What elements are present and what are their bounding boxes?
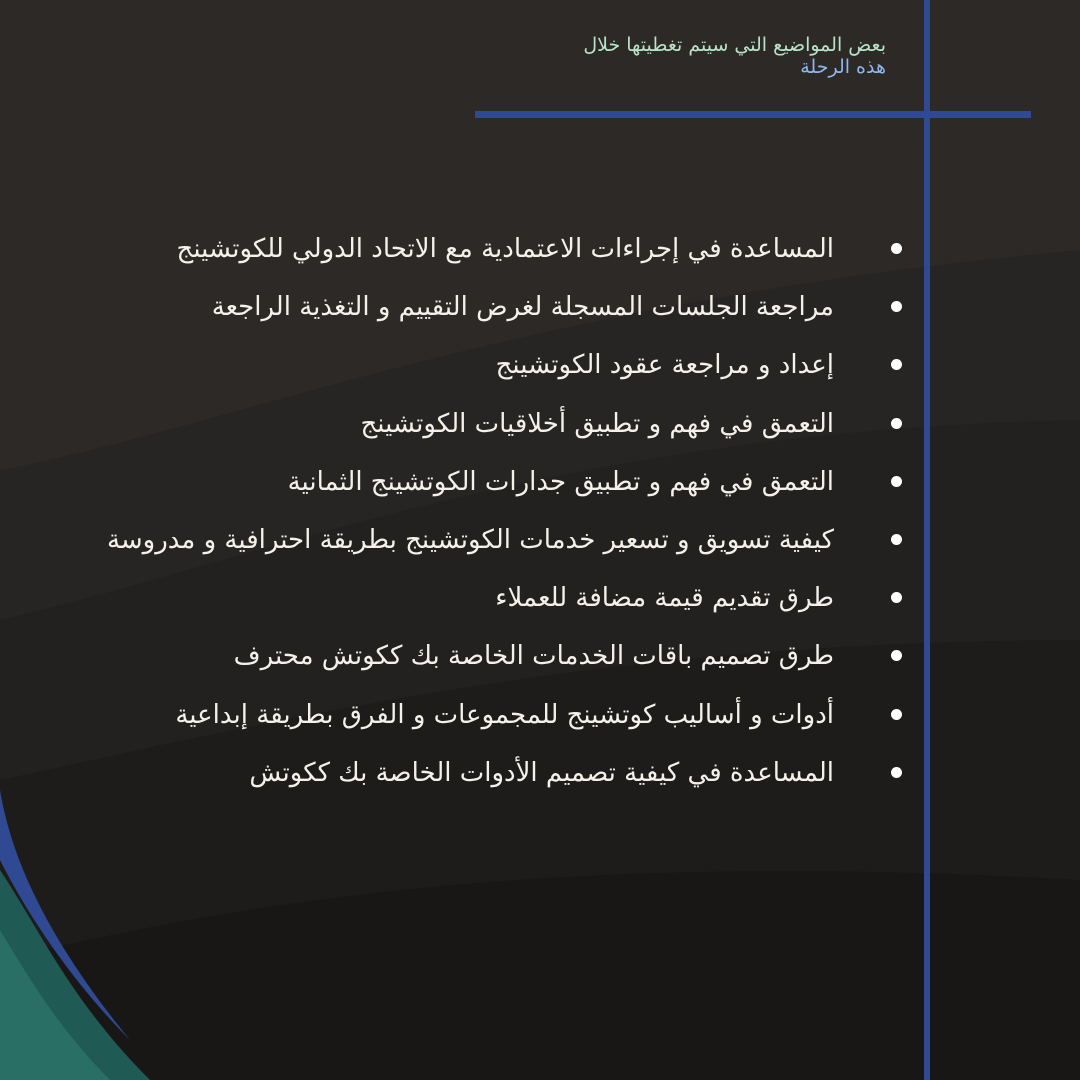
horizontal-accent-line xyxy=(475,111,1031,118)
topic-item xyxy=(48,453,868,511)
topic-item xyxy=(48,278,868,336)
topic-item xyxy=(48,686,868,744)
bullet-icon xyxy=(891,767,902,778)
bullet-icon xyxy=(891,476,902,487)
heading-line-1: بعض المواضيع التي سيتم تغطيتها خلال xyxy=(583,34,886,56)
topic-text: أدوات و أساليب كوتشينج للمجموعات و الفرق بطريقة إبداعية xyxy=(175,699,834,730)
topic-text: طرق تقديم قيمة مضافة للعملاء xyxy=(495,583,834,614)
bullet-icon xyxy=(891,243,902,254)
topic-item xyxy=(48,220,868,278)
topic-text: كيفية تسويق و تسعير خدمات الكوتشينج بطريقة احترافية و مدروسة xyxy=(106,524,834,555)
topic-text: طرق تصميم باقات الخدمات الخاصة بك ككوتش محترف xyxy=(233,641,834,672)
topic-text: المساعدة في إجراءات الاعتمادية مع الاتحاد الدولي للكوتشينج xyxy=(176,234,834,264)
topics-list xyxy=(48,220,868,802)
topic-item xyxy=(48,395,868,453)
topic-text: التعمق في فهم و تطبيق أخلاقيات الكوتشينج xyxy=(360,408,834,439)
topic-item xyxy=(48,336,868,394)
topic-item xyxy=(48,744,868,802)
topic-item xyxy=(48,627,868,685)
vertical-accent-line xyxy=(924,0,930,1080)
heading-line-2: هذه الرحلة xyxy=(800,56,886,78)
bullet-icon xyxy=(891,534,902,545)
topic-text: التعمق في فهم و تطبيق جدارات الكوتشينج الثمانية xyxy=(287,466,834,497)
topic-item xyxy=(48,511,868,569)
section-heading xyxy=(466,34,886,78)
topic-text: المساعدة في كيفية تصميم الأدوات الخاصة بك ككوتش xyxy=(249,757,834,788)
topic-item xyxy=(48,569,868,627)
topic-text: إعداد و مراجعة عقود الكوتشينج xyxy=(495,350,834,381)
bullet-icon xyxy=(891,709,902,720)
bullet-icon xyxy=(891,418,902,429)
topic-text: مراجعة الجلسات المسجلة لغرض التقييم و التغذية الراجعة xyxy=(211,292,834,323)
